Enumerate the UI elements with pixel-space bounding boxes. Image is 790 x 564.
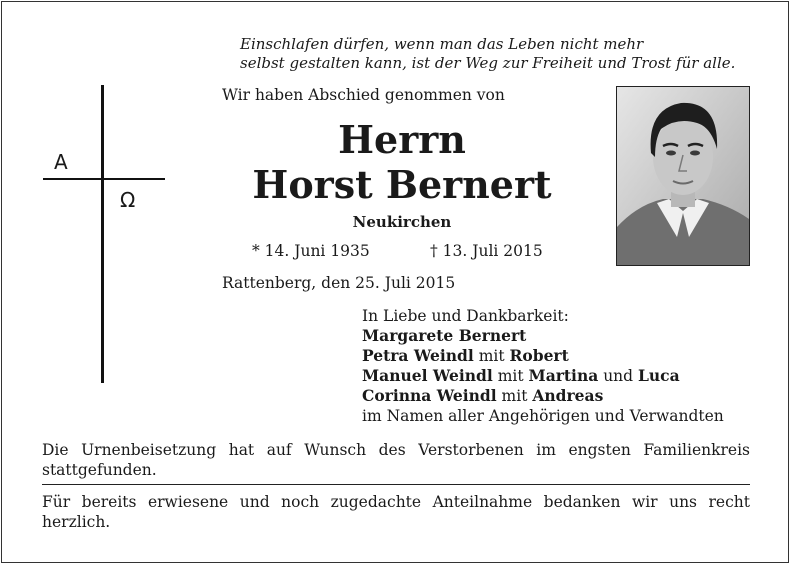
connector-text: mit — [496, 387, 533, 405]
mourners-list — [362, 306, 724, 426]
intro-text: Wir haben Abschied genommen von — [222, 86, 505, 104]
portrait-photo — [616, 86, 750, 266]
connector-text: mit — [473, 347, 510, 365]
cross-icon-horizontal — [43, 178, 165, 180]
mourner-line — [362, 386, 724, 406]
obituary-card — [1, 1, 789, 563]
mourner-name: Luca — [638, 366, 680, 385]
birth-date: * 14. Juni 1935 — [252, 242, 370, 260]
mourner-name: Corinna Weindl — [362, 386, 497, 405]
quote — [240, 35, 760, 73]
connector-text: und — [598, 367, 639, 385]
mourner-name: Martina — [528, 366, 599, 385]
mourners-heading: In Liebe und Dankbarkeit: — [362, 307, 569, 325]
deceased-name: Horst Bernert — [252, 162, 552, 207]
salutation: Herrn — [338, 117, 466, 162]
quote-line-1: Einschlafen dürfen, wenn man das Leben nicht mehr — [240, 35, 644, 53]
deceased-place: Neukirchen — [352, 213, 452, 231]
mourners-footer: im Namen aller Angehörigen und Verwandten — [362, 407, 724, 425]
omega-symbol: Ω — [120, 188, 136, 212]
dateline: Rattenberg, den 25. Juli 2015 — [222, 274, 456, 292]
mourner-name: Margarete Bernert — [362, 326, 527, 345]
mourner-line — [362, 346, 724, 366]
quote-line-2: selbst gestalten kann, ist der Weg zur Freiheit und Trost für alle. — [240, 54, 736, 72]
mourner-name: Petra Weindl — [362, 346, 474, 365]
mourner-name: Robert — [509, 346, 569, 365]
mourner-line — [362, 326, 724, 346]
mourner-name: Manuel Weindl — [362, 366, 493, 385]
death-date: † 13. Juli 2015 — [430, 242, 543, 260]
connector-text: mit — [492, 367, 529, 385]
thanks-notice: Für bereits erwiesene und noch zugedachte Anteilnahme bedanken wir uns recht herzlich. — [42, 493, 750, 531]
divider — [42, 484, 750, 485]
burial-notice: Die Urnenbeisetzung hat auf Wunsch des Verstorbenen im engsten Familienkreis stattgefunden. — [42, 441, 750, 479]
alpha-symbol: A — [54, 150, 68, 174]
portrait-icon — [617, 87, 749, 265]
mourner-name: Andreas — [532, 386, 604, 405]
cross-icon-vertical — [101, 85, 104, 383]
mourner-line — [362, 366, 724, 386]
